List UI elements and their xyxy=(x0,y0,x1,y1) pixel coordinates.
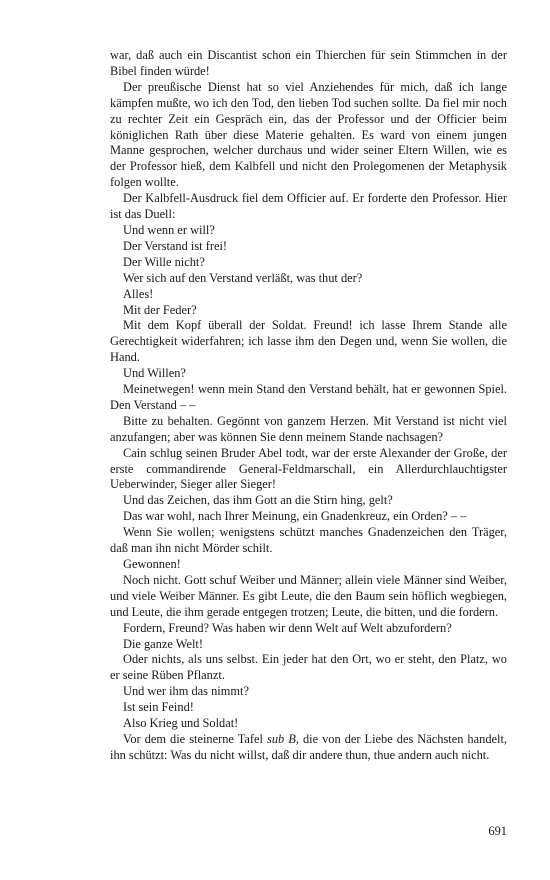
paragraph: Das war wohl, nach Ihrer Meinung, ein Gnadenkreuz, ein Orden? – – xyxy=(123,509,467,524)
paragraph-text: Vor dem die steinerne Tafel xyxy=(123,731,268,746)
paragraph: Der preußische Dienst hat so viel Anziehendes für mich, daß ich lange kämpfen mußte, wo ich den Tod, den lieben Tod suchen sollte. Da fiel mir noch zu rechter Zeit ein Gespräch ein, das der Professor und der Officier beim königlichen Rath über diese Materie gehalten. Es ward von einem jungen Manne gesprochen, welcher durchaus und wider seiner Eltern Willen, wie es der Professor hieß, dem Kalbfell und nicht den Prolegomenen der Metaphysik folgen wollte. xyxy=(110,79,507,190)
italic-reference: sub B, xyxy=(267,731,299,746)
paragraph xyxy=(110,732,507,764)
paragraph: Wer sich auf den Verstand verläßt, was thut der? xyxy=(123,270,363,285)
book-page-text xyxy=(110,48,507,764)
paragraph: Oder nichts, als uns selbst. Ein jeder hat den Ort, wo er steht, den Platz, wo er seine Rüben Pflanzt. xyxy=(110,652,507,683)
paragraph: Der Kalbfell-Ausdruck fiel dem Officier auf. Er forderte den Professor. Hier ist das Duell: xyxy=(110,191,507,222)
paragraph: Gewonnen! xyxy=(123,557,181,571)
paragraph: Mit dem Kopf überall der Soldat. Freund! ich lasse Ihrem Stande alle Gerechtigkeit widerfahren; ich lasse ihm den Degen und, wenn Sie wollen, die Hand. xyxy=(110,318,507,365)
paragraph: Wenn Sie wollen; wenigstens schützt manches Gnadenzeichen den Träger, daß man ihn nicht Mörder schilt. xyxy=(110,525,507,556)
paragraph: Meinetwegen! wenn mein Stand den Verstand behält, hat er gewonnen Spiel. Den Verstand – – xyxy=(110,382,507,412)
paragraph: Und Willen? xyxy=(123,366,186,381)
paragraph: Noch nicht. Gott schuf Weiber und Männer; allein viele Männer sind Weiber, und viele Weiber Männer. Es gibt Leute, die den Baum sein höflich wegbiegen, und Leute, die ihm gerade entgegen trotzen; Leute, die bitten, und die fordern. xyxy=(110,572,507,619)
paragraph: Cain schlug seinen Bruder Abel todt, war der erste Alexander der Große, der erste commandirende General-Feldmarschall, ein Allerdurchlauchtigster Ueberwinder, Sieger aller Sieger! xyxy=(110,445,507,492)
paragraph: Fordern, Freund? Was haben wir denn Welt auf Welt abzufordern? xyxy=(123,620,452,635)
paragraph: Der Verstand ist frei! xyxy=(123,238,228,253)
paragraph: Alles! xyxy=(123,286,154,301)
paragraph: Die ganze Welt! xyxy=(123,636,203,651)
paragraph-text: die von der Liebe des Nächsten handelt, ihn schützt: Was du nicht willst, daß dir andere thun, thue andern auch nicht. xyxy=(110,731,507,762)
paragraph: Der Wille nicht? xyxy=(123,254,205,269)
page-number: 691 xyxy=(488,824,507,838)
paragraph: Und das Zeichen, das ihm Gott an die Stirn hing, gelt? xyxy=(123,493,393,508)
paragraph: Und wenn er will? xyxy=(123,222,215,237)
paragraph: Mit der Feder? xyxy=(123,302,197,317)
paragraph: Also Krieg und Soldat! xyxy=(123,716,239,731)
paragraph: Und wer ihm das nimmt? xyxy=(123,684,249,699)
paragraph: Ist sein Feind! xyxy=(123,700,194,715)
paragraph: Bitte zu behalten. Gegönnt von ganzem Herzen. Mit Verstand ist nicht viel anzufangen; aber was können Sie denn meinem Stande nachsagen? xyxy=(110,413,507,444)
paragraph: war, daß auch ein Discantist schon ein Thierchen für sein Stimmchen in der Bibel finden würde! xyxy=(110,48,507,78)
